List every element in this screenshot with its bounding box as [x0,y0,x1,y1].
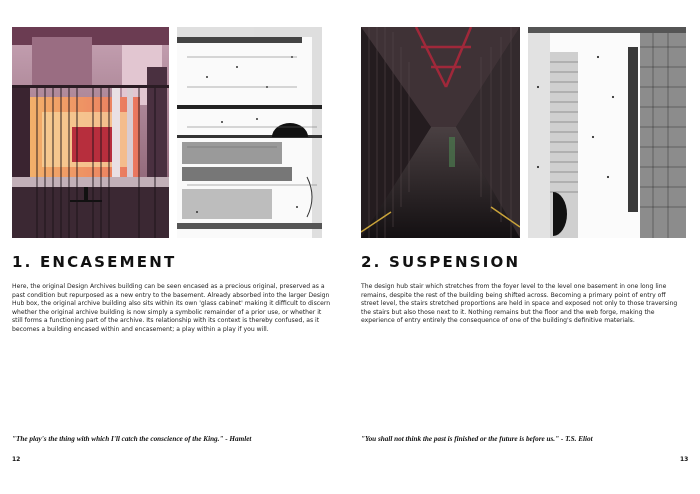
suspension-plan-drawing [528,27,686,238]
left-page-number: 12 [12,456,21,463]
left-body-paragraph: Here, the original Design Archives building can be seen encased as a precious original, preserved as a past condition but repurposed as a new entry to the basement. Already absorbed into the larger Design Hub box, the original archive building also sits within its own 'glass cabinet' making it difficult to discern whether the original archive building is now simply a symbolic remainder of a prior use, or whether it still forms a functioning part of the archive. Its relationship with its context is thereby confused, as it becomes a building encased within and encasement; a play within a play if you will. [12,283,331,333]
right-section-heading: 2. SUSPENSION [361,253,521,271]
right-page-number: 13 [680,456,689,463]
left-quote: "The play's the thing with which I'll catch the conscience of the King." - Hamlet [12,435,252,443]
suspension-render-image [361,27,520,238]
right-body-paragraph: The design hub stair which stretches from the foyer level to the level one basement in one long line remains, despite the rest of the building being shifted across. Becoming a primary point of entry off street level, the stairs stretched proportions are held in space and exposed not only to those traversing the stairs but also those next to it. Nothing remains but the floor and the web forge, making the experience of entry entirely the consequence of one of the building's definitive materials. [361,283,678,325]
encasement-plan-drawing [177,27,322,238]
encasement-render-image [12,27,169,238]
right-quote: "You shall not think the past is finished or the future is before us." - T.S. Eliot [361,435,593,443]
left-section-heading: 1. ENCASEMENT [12,253,177,271]
